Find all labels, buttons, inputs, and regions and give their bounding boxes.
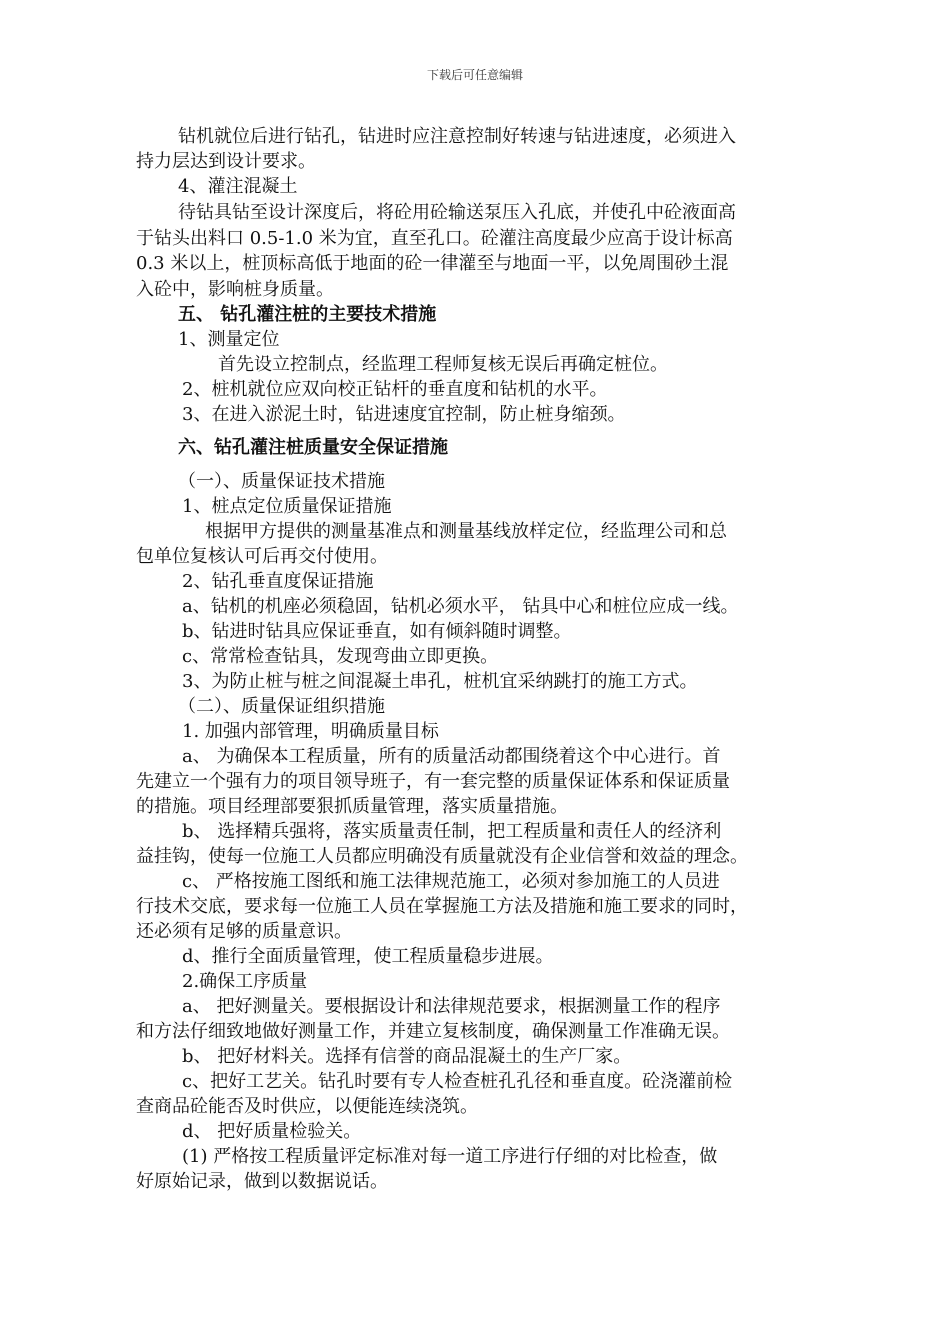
text-line: d、推行全面质量管理，使工程质量稳步进展。 bbox=[182, 946, 554, 967]
text-line: 首先设立控制点，经监理工程师复核无误后再确定桩位。 bbox=[218, 354, 668, 375]
text-line: 和方法仔细致地做好测量工作，并建立复核制度，确保测量工作准确无误。 bbox=[136, 1021, 730, 1042]
text-line: a、 为确保本工程质量，所有的质量活动都围绕着这个中心进行。首 bbox=[182, 746, 721, 767]
text-line: 还必须有足够的质量意识。 bbox=[136, 921, 352, 942]
page-header: 下载后可任意编辑 bbox=[426, 68, 523, 82]
text-line: 3、在进入淤泥土时，钻进速度宜控制，防止桩身缩颈。 bbox=[182, 404, 626, 425]
text-line: 1、测量定位 bbox=[178, 329, 280, 350]
text-line: 的措施。项目经理部要狠抓质量管理，落实质量措施。 bbox=[136, 796, 568, 817]
text-line: 钻机就位后进行钻孔，钻进时应注意控制好转速与钻进速度，必须进入 bbox=[178, 126, 736, 147]
text-line: 先建立一个强有力的项目领导班子，有一套完整的质量保证体系和保证质量 bbox=[136, 771, 730, 792]
text-line: c、把好工艺关。钻孔时要有专人检查桩孔孔径和垂直度。砼浇灌前检 bbox=[182, 1071, 733, 1092]
text-line: 持力层达到设计要求。 bbox=[136, 151, 316, 172]
text-line: b、钻进时钻具应保证垂直，如有倾斜随时调整。 bbox=[182, 621, 572, 642]
text-line: 0.3 米以上，桩顶标高低于地面的砼一律灌至与地面一平，以免周围砂土混 bbox=[136, 253, 729, 274]
text-line: 根据甲方提供的测量基准点和测量基线放样定位，经监理公司和总 bbox=[205, 521, 727, 542]
text-line: 于钻头出料口 0.5-1.0 米为宜，直至孔口。砼灌注高度最少应高于设计标高 bbox=[136, 228, 733, 249]
text-line: 待钻具钻至设计深度后，将砼用砼输送泵压入孔底，并使孔中砼液面高 bbox=[178, 202, 736, 223]
text-line: 行技术交底，要求每一位施工人员在掌握施工方法及措施和施工要求的同时， bbox=[136, 896, 748, 917]
text-line: 1、桩点定位质量保证措施 bbox=[182, 496, 392, 517]
text-line: 3、为防止桩与桩之间混凝土串孔，桩机宜采纳跳打的施工方式。 bbox=[182, 671, 698, 692]
section-heading: 五、 钻孔灌注桩的主要技术措施 bbox=[178, 304, 437, 325]
text-line: a、钻机的机座必须稳固，钻机必须水平， 钻具中心和桩位应成一线。 bbox=[182, 596, 739, 617]
text-line: 包单位复核认可后再交付使用。 bbox=[136, 546, 388, 567]
text-line: （二）、质量保证组织措施 bbox=[178, 696, 385, 717]
text-line: 益挂钩，使每一位施工人员都应明确没有质量就没有企业信誉和效益的理念。 bbox=[136, 846, 748, 867]
text-line: 查商品砼能否及时供应，以便能连续浇筑。 bbox=[136, 1096, 478, 1117]
text-line: 1. 加强内部管理，明确质量目标 bbox=[182, 721, 439, 742]
text-line: 入砼中，影响桩身质量。 bbox=[136, 279, 334, 300]
text-line: 2、钻孔垂直度保证措施 bbox=[182, 571, 374, 592]
text-line: a、 把好测量关。要根据设计和法律规范要求，根据测量工作的程序 bbox=[182, 996, 721, 1017]
section-heading: 六、钻孔灌注桩质量安全保证措施 bbox=[178, 437, 448, 458]
text-line: 2、桩机就位应双向校正钻杆的垂直度和钻机的水平。 bbox=[182, 379, 608, 400]
text-line: b、 选择精兵强将，落实质量责任制，把工程质量和责任人的经济利 bbox=[182, 821, 722, 842]
text-line: (1) 严格按工程质量评定标准对每一道工序进行仔细的对比检查，做 bbox=[182, 1146, 718, 1167]
text-line: b、 把好材料关。选择有信誉的商品混凝土的生产厂家。 bbox=[182, 1046, 632, 1067]
text-line: 好原始记录，做到以数据说话。 bbox=[136, 1171, 388, 1192]
text-line: c、常常检查钻具，发现弯曲立即更换。 bbox=[182, 646, 499, 667]
text-line: 4、灌注混凝土 bbox=[178, 176, 298, 197]
text-line: c、 严格按施工图纸和施工法律规范施工，必须对参加施工的人员进 bbox=[182, 871, 720, 892]
text-line: 2.确保工序质量 bbox=[182, 971, 308, 992]
text-line: （一）、质量保证技术措施 bbox=[178, 471, 385, 492]
text-line: d、 把好质量检验关。 bbox=[182, 1121, 362, 1142]
